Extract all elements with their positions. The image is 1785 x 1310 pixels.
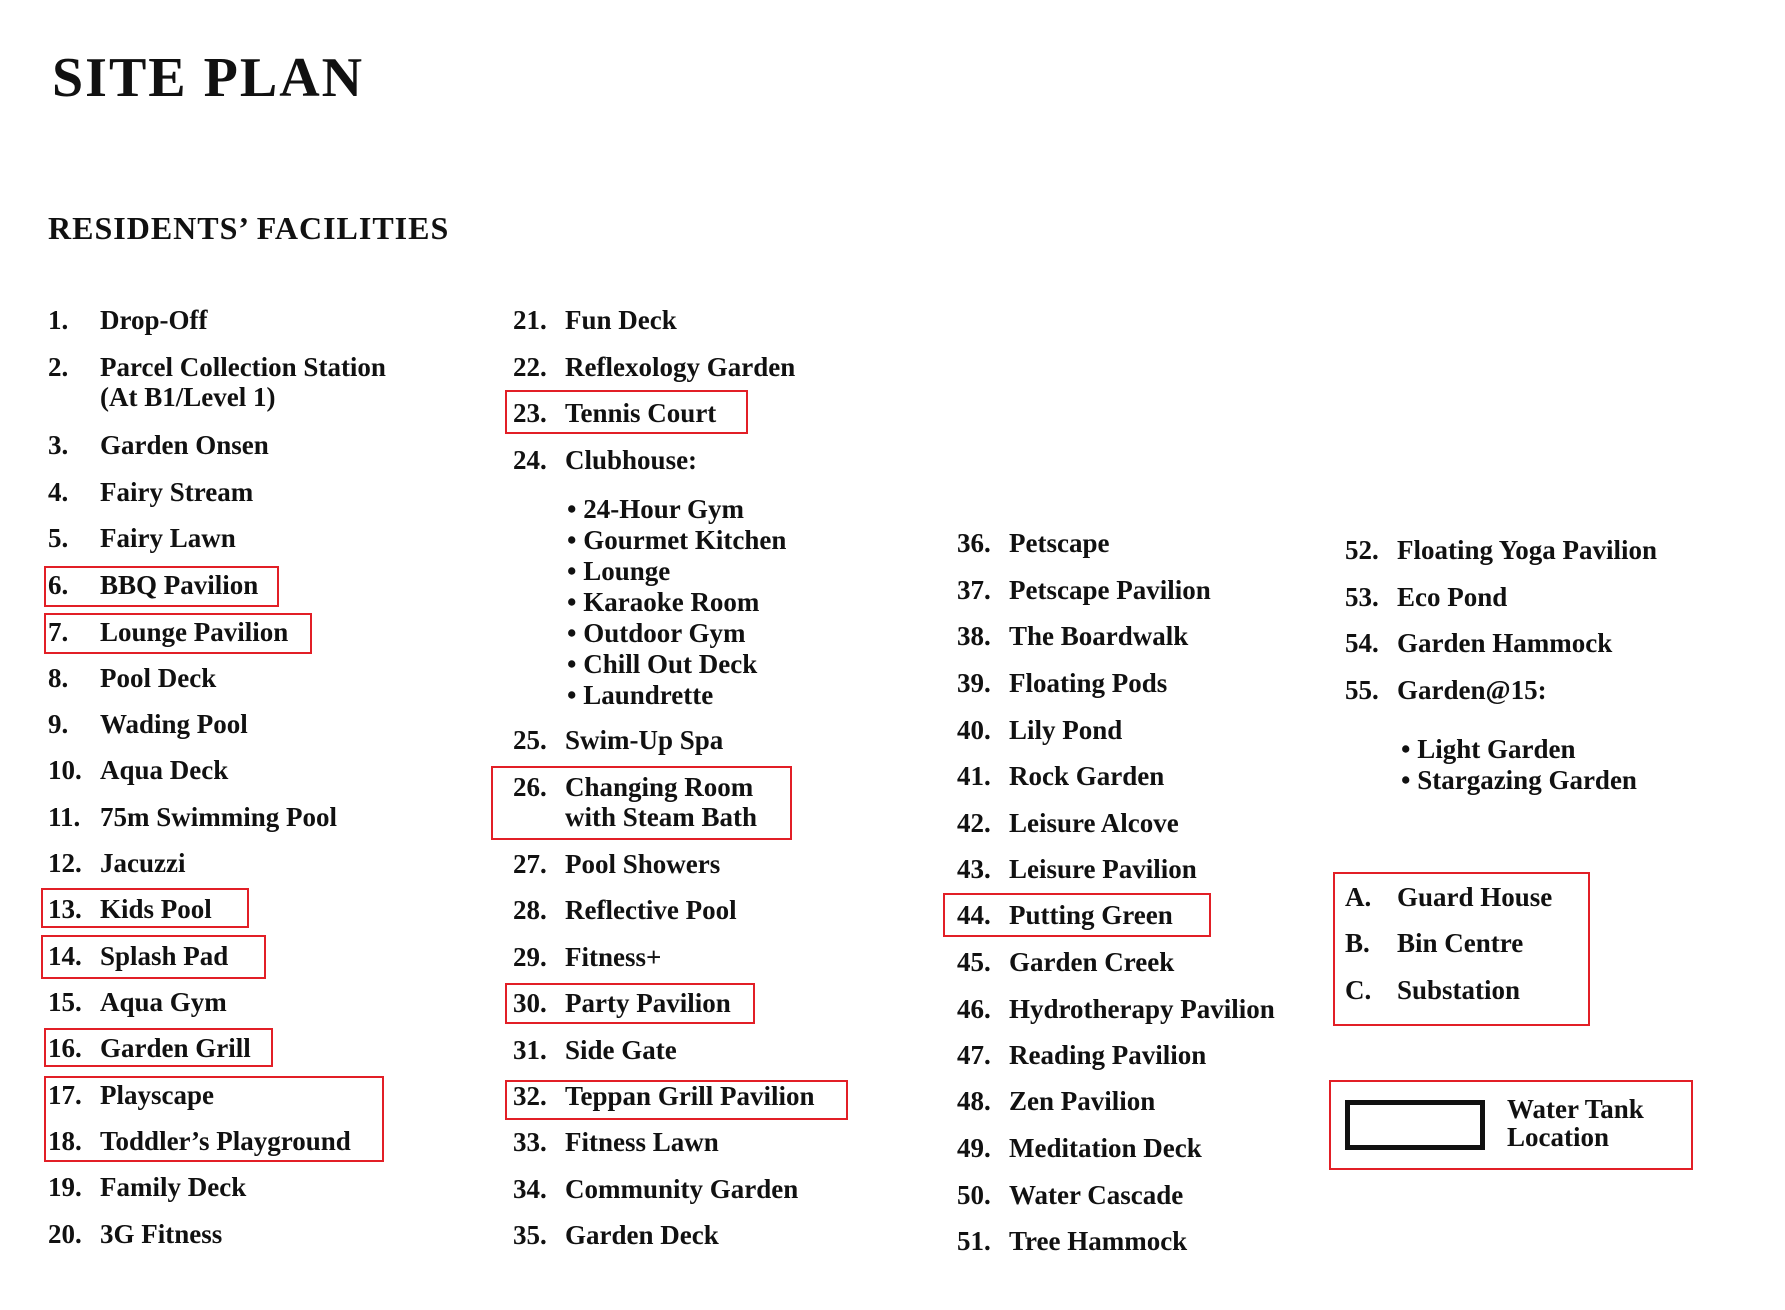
facility-label: [565, 725, 723, 755]
sub-item: • Gourmet Kitchen: [567, 525, 787, 555]
facility-label: [1009, 947, 1174, 977]
facility-label-line: (At B1/Level 1): [100, 382, 276, 412]
facility-label-line: Splash Pad: [100, 941, 229, 971]
facility-label-line: Floating Pods: [1009, 668, 1168, 698]
facility-label-line: Garden Onsen: [100, 430, 269, 460]
facility-label: [1009, 575, 1211, 605]
facility-label-line: Water Cascade: [1009, 1180, 1184, 1210]
facility-number: 54.: [1345, 628, 1379, 658]
facility-number: 13.: [48, 894, 82, 924]
facility-number: 25.: [513, 725, 547, 755]
facility-label: [100, 709, 248, 739]
facility-number: 39.: [957, 668, 991, 698]
highlight-box: [44, 566, 279, 607]
facility-number: 28.: [513, 895, 547, 925]
facility-number: 9.: [48, 709, 69, 739]
facility-label: [1397, 582, 1507, 612]
facility-label: [1009, 1040, 1206, 1070]
facility-label-line: Tree Hammock: [1009, 1226, 1188, 1256]
facility-label-line: Reflexology Garden: [565, 352, 796, 382]
facility-number: 42.: [957, 808, 991, 838]
facility-label: [1009, 994, 1275, 1024]
facility-number: 23.: [513, 398, 547, 428]
facility-number: 48.: [957, 1086, 991, 1116]
facility-label-line: Lounge Pavilion: [100, 617, 289, 647]
facility-number: 11.: [48, 802, 81, 832]
facility-number: 40.: [957, 715, 991, 745]
facility-label-line: Leisure Pavilion: [1009, 854, 1197, 884]
facility-label: [565, 895, 737, 925]
facility-label: [1009, 528, 1109, 558]
facility-label-line: Fairy Stream: [100, 477, 254, 507]
facility-label-line: Floating Yoga Pavilion: [1397, 535, 1658, 565]
facility-label: [100, 848, 185, 878]
highlight-box: [505, 1080, 848, 1120]
facility-label-line: Kids Pool: [100, 894, 212, 924]
facility-label: [1397, 535, 1657, 565]
highlight-box: [491, 766, 792, 840]
facility-label-line: Fairy Lawn: [100, 523, 236, 553]
facility-number: 47.: [957, 1040, 991, 1070]
facility-label: [565, 305, 677, 335]
facility-label: [1009, 854, 1197, 884]
facility-label-line: Side Gate: [565, 1035, 677, 1065]
facility-label-line: Garden@15:: [1397, 675, 1547, 705]
facility-label: [565, 445, 697, 475]
facility-number: 15.: [48, 987, 82, 1017]
facility-label: [1009, 808, 1179, 838]
facility-label-line: Wading Pool: [100, 709, 248, 739]
facility-label: [1009, 761, 1164, 791]
facility-number: A.: [1345, 882, 1372, 912]
highlight-box: [44, 1076, 384, 1162]
facility-number: 5.: [48, 523, 69, 553]
highlight-box: [505, 390, 748, 434]
facility-label: [565, 1035, 677, 1065]
facility-label: [1009, 1180, 1183, 1210]
facility-label: [100, 352, 386, 412]
facility-number: 1.: [48, 305, 69, 335]
facility-label-line: Petscape Pavilion: [1009, 575, 1211, 605]
facility-number: 45.: [957, 947, 991, 977]
facility-label-line: Bin Centre: [1397, 928, 1524, 958]
facility-number: C.: [1345, 975, 1372, 1005]
facility-label-line: with Steam Bath: [565, 802, 758, 832]
facility-label-line: Jacuzzi: [100, 848, 186, 878]
facility-number: 12.: [48, 848, 82, 878]
facility-number: 35.: [513, 1220, 547, 1250]
highlight-box: [1333, 872, 1590, 1026]
facility-label-line: Community Garden: [565, 1174, 799, 1204]
facility-label: [565, 1127, 719, 1157]
facility-label-line: Fitness Lawn: [565, 1127, 719, 1157]
facility-number: 49.: [957, 1133, 991, 1163]
facility-label: [100, 802, 337, 832]
facility-label: [100, 477, 253, 507]
facility-label: [100, 430, 269, 460]
facility-number: 17.: [48, 1080, 82, 1110]
facility-label-line: Swim-Up Spa: [565, 725, 724, 755]
facility-label-line: Garden Creek: [1009, 947, 1175, 977]
facility-number: 29.: [513, 942, 547, 972]
section-title: RESIDENTS’ FACILITIES: [48, 210, 450, 246]
sub-item: • Outdoor Gym: [567, 618, 746, 648]
facility-label-line: Garden Hammock: [1397, 628, 1613, 658]
facility-label: [100, 523, 236, 553]
facility-number: 6.: [48, 570, 69, 600]
facility-number: 37.: [957, 575, 991, 605]
facility-number: 26.: [513, 772, 547, 802]
facility-label: [100, 755, 228, 785]
facility-number: 52.: [1345, 535, 1379, 565]
facility-label-line: Fun Deck: [565, 305, 677, 335]
facility-label-line: Aqua Deck: [100, 755, 229, 785]
facility-number: 7.: [48, 617, 69, 647]
facility-number: 43.: [957, 854, 991, 884]
facility-number: 36.: [957, 528, 991, 558]
facility-label: [1009, 621, 1188, 651]
facility-label-line: Leisure Alcove: [1009, 808, 1179, 838]
facility-number: 55.: [1345, 675, 1379, 705]
highlight-box: [44, 613, 312, 654]
facility-label-line: BBQ Pavilion: [100, 570, 259, 600]
facility-label-line: Petscape: [1009, 528, 1110, 558]
facility-label-line: 3G Fitness: [100, 1219, 223, 1249]
facility-number: 24.: [513, 445, 547, 475]
sub-item: • Laundrette: [567, 680, 714, 710]
facility-label-line: 75m Swimming Pool: [100, 802, 338, 832]
legend-line-2: Location: [1507, 1122, 1610, 1152]
facility-number: 44.: [957, 900, 991, 930]
highlight-box: [44, 1028, 273, 1067]
facility-number: 32.: [513, 1081, 547, 1111]
highlight-box: [41, 935, 266, 979]
facility-number: 53.: [1345, 582, 1379, 612]
facility-label-line: Playscape: [100, 1080, 214, 1110]
water-tank-symbol: [1345, 1100, 1485, 1150]
highlight-box: [41, 888, 249, 928]
facility-number: 4.: [48, 477, 69, 507]
facility-label-line: Teppan Grill Pavilion: [565, 1081, 815, 1111]
facility-number: 18.: [48, 1126, 82, 1156]
facility-label-line: The Boardwalk: [1009, 621, 1189, 651]
facility-number: 30.: [513, 988, 547, 1018]
facility-number: 19.: [48, 1172, 82, 1202]
facility-number: 38.: [957, 621, 991, 651]
facility-number: 22.: [513, 352, 547, 382]
facility-label: [565, 849, 720, 879]
facility-label-line: Pool Showers: [565, 849, 721, 879]
facility-label-line: Reflective Pool: [565, 895, 737, 925]
facility-label-line: Lily Pond: [1009, 715, 1123, 745]
facility-label: [1009, 1133, 1202, 1163]
sub-item: • Karaoke Room: [567, 587, 760, 617]
facility-label: [565, 942, 661, 972]
facility-number: 33.: [513, 1127, 547, 1157]
facility-number: 10.: [48, 755, 82, 785]
facility-label-line: Rock Garden: [1009, 761, 1165, 791]
sub-item: • Stargazing Garden: [1401, 765, 1637, 795]
facility-label-line: Guard House: [1397, 882, 1553, 912]
facility-number: 14.: [48, 941, 82, 971]
facility-label-line: Toddler’s Playground: [100, 1126, 351, 1156]
facility-number: 46.: [957, 994, 991, 1024]
highlight-box: [943, 893, 1211, 937]
facility-label: [565, 1174, 798, 1204]
facility-number: 27.: [513, 849, 547, 879]
facility-label: [100, 305, 208, 335]
facility-label: [1009, 1086, 1155, 1116]
sub-item: • 24-Hour Gym: [567, 494, 744, 524]
page-title: SITE PLAN: [52, 47, 365, 109]
facility-label: [1009, 1226, 1187, 1256]
facility-label-line: Family Deck: [100, 1172, 247, 1202]
facility-label-line: Aqua Gym: [100, 987, 227, 1017]
facility-label-line: Drop-Off: [100, 305, 208, 335]
facility-label-line: Eco Pond: [1397, 582, 1508, 612]
facility-label-line: Garden Deck: [565, 1220, 719, 1250]
facility-number: 41.: [957, 761, 991, 791]
facility-label-line: Reading Pavilion: [1009, 1040, 1207, 1070]
facility-label: [1397, 675, 1547, 705]
facility-label-line: Pool Deck: [100, 663, 217, 693]
facility-label-line: Garden Grill: [100, 1033, 251, 1063]
facility-number: 34.: [513, 1174, 547, 1204]
facility-number: 3.: [48, 430, 69, 460]
facility-label: [1009, 715, 1122, 745]
facility-label: [100, 1219, 222, 1249]
facility-number: 2.: [48, 352, 69, 382]
legend-line-1: Water Tank: [1507, 1094, 1644, 1124]
sub-item: • Light Garden: [1401, 734, 1576, 764]
facility-label-line: Changing Room: [565, 772, 754, 802]
facility-label-line: Party Pavilion: [565, 988, 731, 1018]
facility-label: [1397, 628, 1612, 658]
facility-number: 20.: [48, 1219, 82, 1249]
facility-label-line: Zen Pavilion: [1009, 1086, 1156, 1116]
facility-label: [100, 1172, 246, 1202]
water-tank-label: [1507, 1095, 1644, 1151]
highlight-box: [505, 983, 755, 1024]
sub-item: • Chill Out Deck: [567, 649, 758, 679]
facility-label-line: Tennis Court: [565, 398, 717, 428]
facility-label-line: Meditation Deck: [1009, 1133, 1202, 1163]
facility-label: [565, 1220, 719, 1250]
facility-number: 21.: [513, 305, 547, 335]
sub-item: • Lounge: [567, 556, 671, 586]
facility-label: [565, 352, 795, 382]
facility-label-line: Substation: [1397, 975, 1521, 1005]
facility-label-line: Putting Green: [1009, 900, 1173, 930]
facility-number: 31.: [513, 1035, 547, 1065]
clubhouse-sublist: [567, 494, 786, 711]
facility-label-line: Clubhouse:: [565, 445, 698, 475]
facility-number: 16.: [48, 1033, 82, 1063]
facility-label: [100, 663, 216, 693]
facility-label: [1009, 668, 1167, 698]
facility-number: B.: [1345, 928, 1370, 958]
facility-label-line: Hydrotherapy Pavilion: [1009, 994, 1275, 1024]
facility-label: [100, 987, 227, 1017]
facility-number: 51.: [957, 1226, 991, 1256]
facility-label-line: Fitness+: [565, 942, 662, 972]
facility-label-line: Parcel Collection Station: [100, 352, 386, 382]
facility-number: 50.: [957, 1180, 991, 1210]
facility-number: 8.: [48, 663, 69, 693]
garden15-sublist: [1401, 734, 1637, 796]
